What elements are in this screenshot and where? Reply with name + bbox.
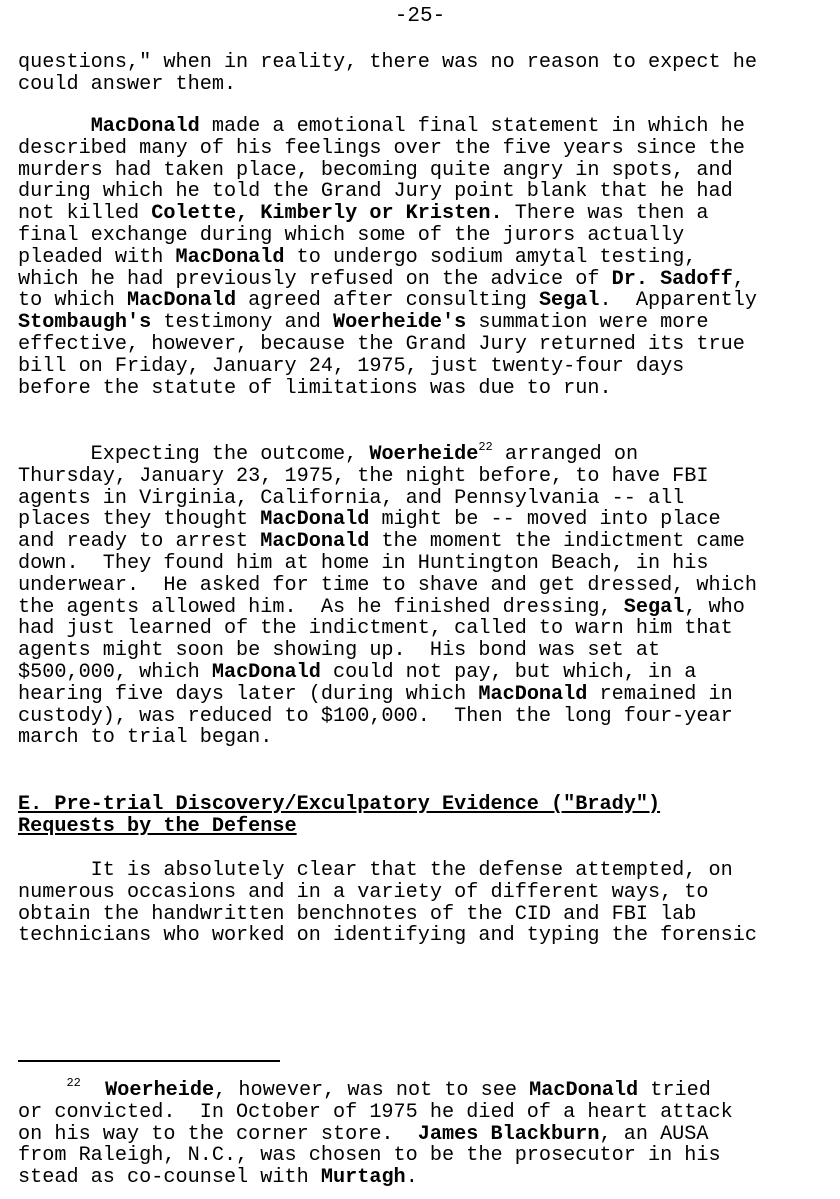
text-line — [18, 662, 833, 684]
text-run: made a emotional final statement in which he — [199, 115, 745, 138]
text-line — [18, 860, 833, 882]
text-line — [18, 378, 833, 400]
text-run: march to trial began. — [18, 726, 273, 750]
text-run — [81, 1079, 105, 1102]
text-run: tried — [638, 1079, 711, 1102]
text-run: down. They found him at home in Huntington Beach, in his — [18, 551, 709, 575]
text-line — [18, 618, 833, 640]
footnote-ref: 22 — [66, 1076, 81, 1090]
text-run: technicians who worked on identifying and typing the forensic — [18, 924, 757, 948]
text-run: stead as co-counsel with — [18, 1166, 321, 1190]
text-run: from Raleigh, N.C., was chosen to be the prosecutor in his — [18, 1144, 721, 1168]
text-run: $500,000, which — [18, 660, 212, 684]
text-line — [18, 1076, 833, 1102]
footnote-22 — [18, 1076, 833, 1190]
text-run: MacDonald — [127, 289, 237, 313]
paragraph-final-statement — [18, 116, 833, 399]
text-run: It is absolutely clear that the defense attempted, on — [18, 859, 733, 882]
text-run: . — [405, 1166, 418, 1190]
text-line — [18, 203, 833, 225]
text-line — [18, 160, 833, 182]
text-run: custody), was reduced to $100,000. Then the long four-year — [18, 704, 733, 728]
text-run: arranged on — [492, 443, 639, 466]
text-line — [18, 882, 833, 904]
text-run: MacDonald — [260, 530, 370, 554]
text-line — [18, 1124, 833, 1146]
text-line — [18, 816, 833, 838]
text-run: remained in — [587, 682, 733, 706]
section-heading — [18, 794, 833, 838]
text-line — [18, 727, 833, 749]
text-line — [18, 334, 833, 356]
text-run: Segal — [538, 289, 600, 313]
text-run: not killed — [18, 202, 152, 226]
text-run: numerous occasions and in a variety of different ways, to — [18, 880, 709, 904]
text-line — [18, 1102, 833, 1124]
text-run: murders had taken place, becoming quite angry in spots, and — [18, 158, 733, 182]
text-line — [18, 74, 833, 96]
text-line — [18, 640, 833, 662]
text-run: James Blackburn — [417, 1122, 600, 1146]
text-line — [18, 706, 833, 728]
text-run: described many of his feelings over the five years since the — [18, 136, 745, 160]
text-line — [18, 138, 833, 160]
text-run: Thursday, January 23, 1975, the night before, to have FBI — [18, 464, 709, 488]
text-line — [18, 247, 833, 269]
paragraph-discovery — [18, 860, 833, 947]
text-line — [18, 794, 833, 816]
text-run: , who — [684, 595, 745, 619]
text-run — [18, 1079, 66, 1102]
text-run: places they thought — [18, 508, 261, 532]
text-line — [18, 488, 833, 510]
text-run: MacDonald — [175, 245, 285, 269]
text-line — [18, 1145, 833, 1167]
text-line — [18, 290, 833, 312]
text-line — [18, 925, 833, 947]
text-line — [18, 269, 833, 291]
text-run: , an AUSA — [599, 1122, 709, 1146]
text-line — [18, 181, 833, 203]
text-run: Woerheide — [369, 443, 479, 466]
text-run: and ready to arrest — [18, 530, 261, 554]
text-run: Colette, Kimberly or Kristen. — [151, 202, 503, 226]
text-line — [18, 509, 833, 531]
paragraph-continuation — [18, 52, 833, 96]
text-line — [18, 466, 833, 488]
text-run: to which — [18, 289, 128, 313]
text-run: pleaded with — [18, 245, 176, 269]
text-run: MacDonald — [260, 508, 370, 532]
text-run: agreed after consulting — [236, 289, 539, 313]
text-run: bill on Friday, January 24, 1975, just twenty-four days — [18, 354, 685, 378]
text-run: underwear. He asked for time to shave and get dressed, which — [18, 573, 757, 597]
text-line — [18, 225, 833, 247]
text-run: the moment the indictment came — [369, 530, 745, 554]
text-run: summation were more — [466, 311, 709, 335]
text-run: , — [732, 267, 745, 291]
text-run: testimony and — [151, 311, 333, 335]
text-run: might be -- moved into place — [369, 508, 721, 532]
heading-text: Requests by the Defense — [18, 814, 297, 838]
text-run: obtain the handwritten benchnotes of the CID and FBI lab — [18, 902, 697, 926]
text-run — [18, 115, 91, 138]
text-line — [18, 1167, 833, 1189]
heading-text: E. Pre-trial Discovery/Exculpatory Evidence ("Brady") — [18, 793, 661, 816]
text-run: could not pay, but which, in a — [320, 660, 697, 684]
text-line — [18, 904, 833, 926]
paragraph-arrest — [18, 440, 833, 750]
text-run: had just learned of the indictment, called to warn him that — [18, 617, 733, 641]
text-run: which he had previously refused on the advice of — [18, 267, 612, 291]
text-run: on his way to the corner store. — [18, 1122, 418, 1146]
text-run: MacDonald — [211, 660, 321, 684]
text-run: Segal — [623, 595, 685, 619]
text-run: Stombaugh's — [18, 311, 152, 335]
text-run: questions," when in reality, there was no reason to expect he — [18, 51, 757, 74]
text-line — [18, 440, 833, 466]
text-run: or convicted. In October of 1975 he died of a heart attack — [18, 1100, 733, 1124]
text-run: Woerheide — [105, 1079, 215, 1102]
text-run: There was then a — [502, 202, 709, 226]
text-run: . Apparently — [599, 289, 758, 313]
text-line — [18, 531, 833, 553]
text-run: to undergo sodium amytal testing, — [284, 245, 697, 269]
text-run: final exchange during which some of the jurors actually — [18, 223, 685, 247]
text-run: Dr. Sadoff — [611, 267, 733, 291]
text-run: Murtagh — [320, 1166, 406, 1190]
text-run: MacDonald — [529, 1079, 639, 1102]
text-run: could answer them. — [18, 72, 237, 96]
text-line — [18, 116, 833, 138]
text-run: agents might soon be showing up. His bond was set at — [18, 639, 661, 663]
footnote-ref: 22 — [478, 440, 493, 454]
text-run: before the statute of limitations was due to run. — [18, 376, 612, 400]
text-line — [18, 684, 833, 706]
text-run: MacDonald — [478, 682, 588, 706]
text-run: hearing five days later (during which — [18, 682, 479, 706]
text-run: MacDonald — [90, 115, 200, 138]
text-line — [18, 52, 833, 74]
text-run: Woerheide's — [332, 311, 467, 335]
text-run: agents in Virginia, California, and Pennsylvania -- all — [18, 486, 685, 510]
text-run: effective, however, because the Grand Jury returned its true — [18, 332, 745, 356]
text-run: Expecting the outcome, — [18, 443, 370, 466]
text-line — [18, 575, 833, 597]
text-run: , however, was not to see — [214, 1079, 530, 1102]
footnote-divider — [18, 1060, 280, 1062]
text-line — [18, 597, 833, 619]
text-run: the agents allowed him. As he finished dressing, — [18, 595, 624, 619]
text-run: during which he told the Grand Jury point blank that he had — [18, 180, 733, 204]
text-line — [18, 553, 833, 575]
text-line — [18, 312, 833, 334]
page-number: -25- — [394, 5, 446, 28]
text-line — [18, 356, 833, 378]
